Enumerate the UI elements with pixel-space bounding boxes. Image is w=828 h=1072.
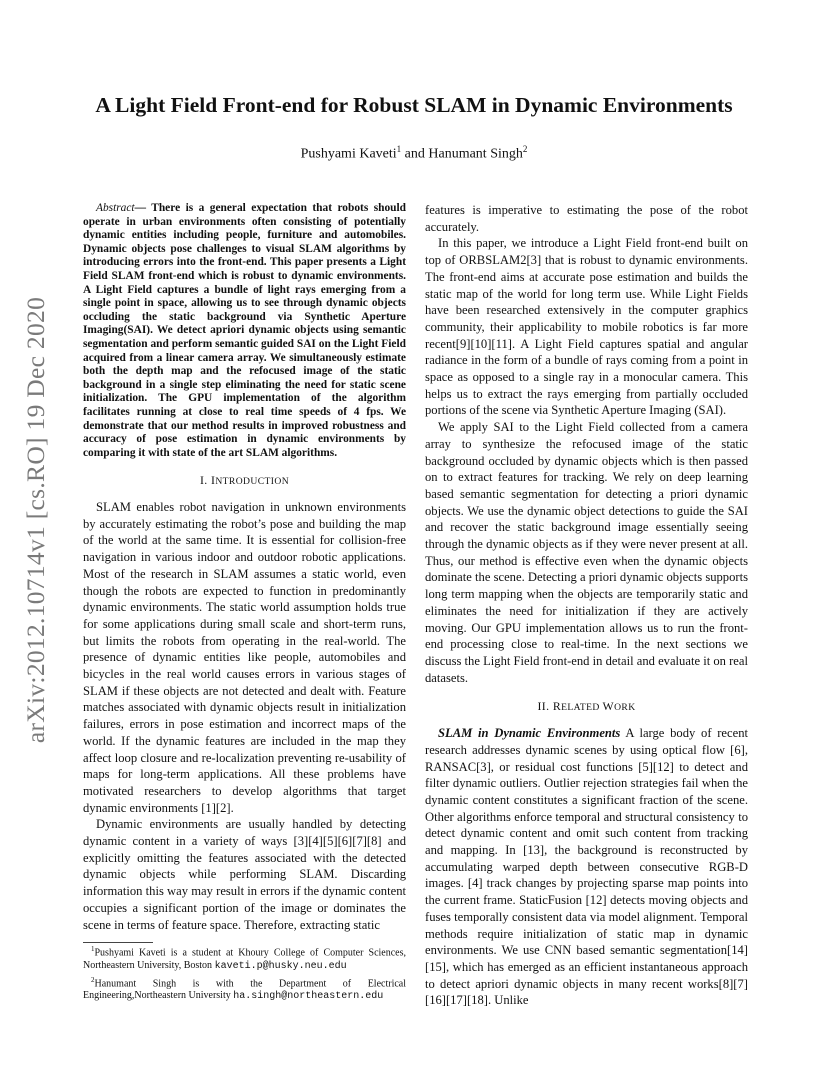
arxiv-identifier bbox=[22, 280, 50, 760]
section-initial-2: W bbox=[602, 699, 615, 714]
arxiv-identifier-text: arXiv:2012.10714v1 [cs.RO] 19 Dec 2020 bbox=[21, 296, 50, 744]
section-rest-2: ORK bbox=[614, 702, 636, 714]
section-heading-related-work bbox=[425, 698, 748, 717]
footnote-2-mark: 2 bbox=[91, 975, 95, 984]
section-initial: I bbox=[211, 473, 216, 488]
intro-paragraph-4: We apply SAI to the Light Field collected from a camera array to synthesize the refocused image of the static background occluded by dynamic objects which is then passed on to extract features for tracking. We rely on deep learning based semantic segmentation for detecting a priori dynamic objects. We use the dynamic object detections to guide the SAI and recover the static background image essentially seeing through the dynamic objects as if they were never present at all. Thus, our method is effective even when the dynamic objects dominate the scene. Detecting a priori dynamic objects supports long term mapping when the objects are temporarily static and eliminates the need for initialization if they are actively moving. Our GPU implementation allows us to run the front-end processing close to real-time. In the next sections we discuss the Light Field front-end in detail and evaluate it on real datasets. bbox=[425, 420, 748, 685]
author-line bbox=[70, 144, 758, 163]
footnote-1 bbox=[83, 943, 406, 974]
section-rest: ELATED bbox=[561, 702, 603, 714]
author-conjunction: and bbox=[401, 146, 429, 162]
section-rest: NTRODUCTION bbox=[215, 476, 290, 488]
right-column bbox=[425, 202, 748, 1009]
section-number: I. bbox=[199, 473, 211, 488]
section-number: II. bbox=[537, 699, 553, 714]
footnote-1-email: kaveti.p@husky.neu.edu bbox=[214, 960, 347, 972]
section-initial: R bbox=[552, 699, 562, 714]
related-work-text: A large body of recent research addresses dynamic scenes by using optical flow [6], RANSAC[3], or residual cost functions [5][12] to detect and filter dynamic outliers. Outlier rejection strategies fail when the dynamic content constitutes a significant fraction of the scene. Other algorithms enforce temporal and structural consistency to detect dynamic content and omit such content from tracking and mapping. In [13], the background is reconstructed by accumulating warped depth between consecutive RGB-D images. [4] track changes by projecting sparse map points into the current frame. StaticFusion [12] detects moving objects and fuses temporally consistent data via model alignment. Temporal methods require initialization of static map in dynamic environments. We use CNN based semantic segmentation[14][15], which has emerged as an efficient instantaneous approach to detect apriori dynamic objects in many recent works[8][7][16][17][18]. Unlike bbox=[425, 726, 748, 1008]
intro-paragraph-2-continued: features is imperative to estimating the pose of the robot accurately. bbox=[425, 203, 748, 234]
footnote-2-text: Hanumant Singh is with the Department of Electrical Engineering,Northeastern University bbox=[83, 977, 406, 1002]
run-in-heading: SLAM in Dynamic Environments bbox=[438, 726, 621, 741]
abstract bbox=[83, 202, 406, 460]
related-work-paragraph-1 bbox=[425, 725, 748, 1009]
section-heading-introduction bbox=[83, 472, 406, 491]
footnote-1-text: Pushyami Kaveti is a student at Khoury College of Computer Sciences, Northeastern University, Boston bbox=[83, 947, 406, 971]
footnote-2-email: ha.singh@northeastern.edu bbox=[233, 991, 384, 1003]
intro-paragraph-1: SLAM enables robot navigation in unknown environments by accurately estimating the robot’s pose and building the map of the world at the same time. It is essential for collision-free navigation in various indoor and outdoor robotic applications. Most of the research in SLAM assumes a static world, even though the robots are expected to function in predominantly dynamic environments. The static world assumption holds true for some applications during small scale and short-term runs, but limits the robots from operating in the real-world. The presence of dynamic entities like people, automobiles and bicycles in the real world causes errors in various stages of SLAM if these objects are not detected and dealt with. Feature matches associated with dynamic objects result in initialization failures, errors in pose estimation and incorrect maps of the world. If the dynamic features are included in the map they affect loop closure and re-localization preventing re-usability of maps for long-term applications. All these problems have motivated researchers to develop algorithms that target dynamic environments [1][2]. bbox=[83, 499, 406, 815]
intro-paragraph-3: In this paper, we introduce a Light Field front-end built on top of ORBSLAM2[3] that is robust to dynamic environments. The front-end aims at accurate pose estimation and builds the static map of the world for long term use. While Light Fields have been researched extensively in the computer graphics community, their applicability to mobile robotics is far more recent[9][10][11]. A Light Field captures spatial and angular radiance in the form of a bundle of rays coming from a point in space as opposed to a single ray in a monocular camera. This helps us to extract the rays emerging from partially occluded portions of the scene via Synthetic Aperture Imaging (SAI). bbox=[425, 236, 748, 418]
footnote-1-mark: 1 bbox=[91, 945, 95, 953]
intro-paragraph-2: Dynamic environments are usually handled by detecting dynamic content in a variety of ways [3][4][5][6][7][8] and explicitly omitting the features associated with the detected dynamic objects while performing SLAM. Discarding information this way may result in errors if the dynamic content occupies a significant portion of the image or dominates the scene in terms of feature space. Therefore, extracting static bbox=[83, 817, 406, 932]
author-1-mark: 1 bbox=[396, 144, 402, 154]
abstract-sep: — bbox=[134, 202, 152, 214]
abstract-text: There is a general expectation that robots should operate in urban environments often consisting of potentially dynamic entities including people, furniture and automobiles. Dynamic objects pose challenges to visual SLAM algorithms by introducing errors into the front-end. This paper presents a Light Field SLAM front-end which is robust to dynamic environments. A Light Field captures a bundle of light rays emerging from a single point in space, allowing us to see through dynamic objects occluding the static background via Synthetic Aperture Imaging(SAI). We detect apriori dynamic objects using semantic segmentation and perform semantic guided SAI on the Light Field acquired from a linear camera array. We simultaneously estimate both the depth map and the refocused image of the static background in a single step eliminating the need for static scene initialization. The GPU implementation of the algorithm facilitates running at close to real time speeds of 4 fps. We demonstrate that our method results in improved robustness and accuracy of pose estimation in dynamic environments by comparing it with state of the art SLAM algorithms. bbox=[83, 202, 406, 459]
left-column bbox=[83, 202, 406, 933]
author-2: Hanumant Singh bbox=[428, 146, 523, 162]
author-1: Pushyami Kaveti bbox=[300, 146, 397, 162]
footnote-2 bbox=[83, 974, 406, 1005]
abstract-lead: Abstract bbox=[96, 202, 135, 214]
footnotes bbox=[83, 942, 406, 1004]
paper-title: A Light Field Front-end for Robust SLAM in Dynamic Environments bbox=[95, 93, 733, 117]
author-2-mark: 2 bbox=[522, 144, 528, 154]
